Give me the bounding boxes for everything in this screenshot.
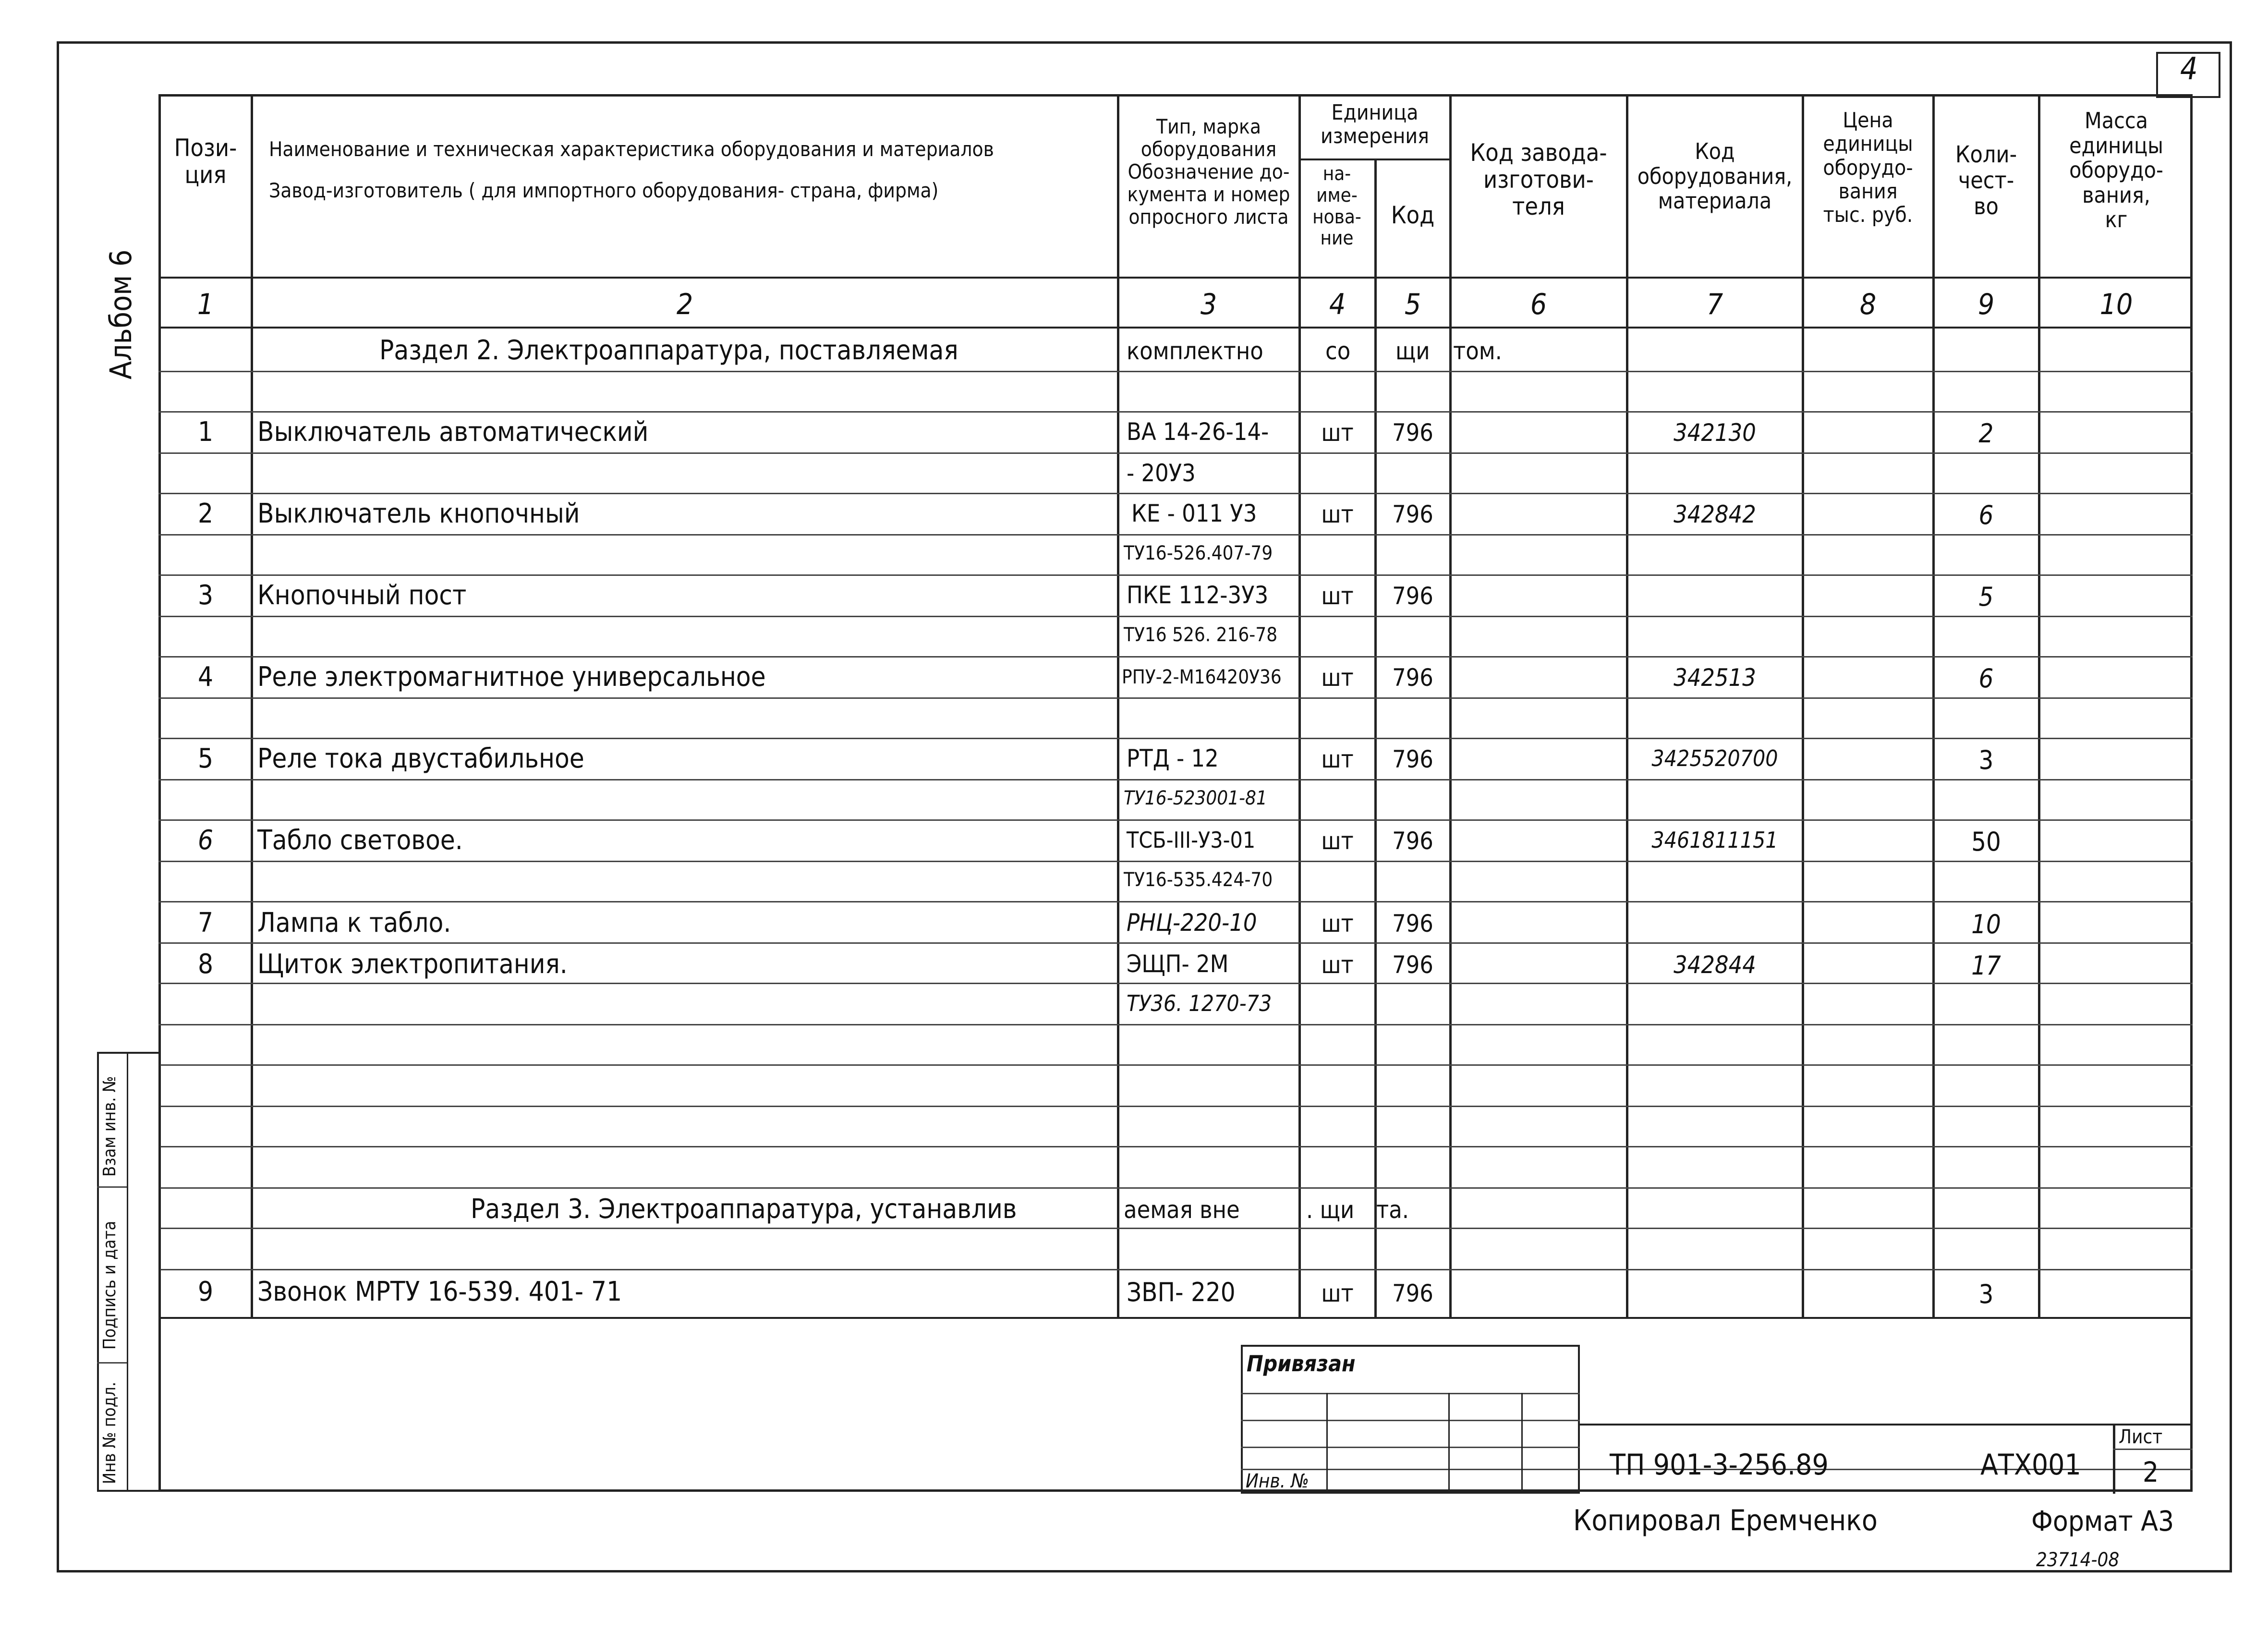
row-line [158,1269,2193,1270]
sheet-number-top: 4 [2180,51,2198,87]
row-quantity: 2 [1978,418,1994,449]
row-equipment-code: 3461811151 [1651,827,1778,853]
row-unit: шт [1321,910,1354,938]
strip-divider [127,1052,128,1492]
album-label: Альбом 6 [103,249,138,379]
unit-divider [1298,158,1449,160]
row-line [158,819,2193,821]
title-block-top [1580,1424,2193,1426]
row-line [158,1146,2193,1147]
section3-title: Раздел 3. Электроаппаратура, устанавлив [471,1194,1017,1225]
row-unit-code: 796 [1392,582,1433,610]
col-number: 4 [1329,288,1346,321]
header-unit-code: Код [1391,201,1435,229]
col-number: 5 [1404,288,1421,321]
row-unit-code: 796 [1392,827,1433,855]
col-number: 6 [1530,288,1547,321]
row-type: КЕ - 011 У3 [1131,500,1257,527]
row-unit-code: 796 [1392,951,1433,979]
row-type: ВА 14-26-14- [1127,418,1269,446]
header-unit: Единица измерения [1321,100,1429,149]
side-label-replace-inv: Взам инв. № [100,1076,120,1177]
row-position: 7 [197,907,214,938]
section2-title: Раздел 2. Электроаппаратура, поставляемая [379,335,958,366]
row-name: Реле тока двустабильное [257,743,584,774]
row-type-doc: ТУ16-523001-81 [1124,787,1267,809]
row-type-doc: ТУ16-535.424-70 [1124,869,1273,891]
row-line [158,1064,2193,1066]
document-number: ТП 901-3-256.89 [1610,1448,1829,1482]
privyazan-label: Привязан [1247,1351,1356,1377]
row-type: РТД - 12 [1127,744,1219,772]
row-unit: шт [1321,500,1354,528]
row-unit-code: 796 [1392,745,1433,773]
row-position: 1 [197,416,214,448]
row-position: 5 [197,743,214,774]
row-line [158,1228,2193,1229]
col-number: 3 [1200,288,1217,321]
row-line [158,697,2193,699]
section2-part-d: щи [1395,337,1430,365]
row-line [158,493,2193,494]
row-position: 4 [197,661,214,693]
row-type-doc: ТУ16-526.407-79 [1124,542,1273,564]
row-line [158,452,2193,454]
header-mass: Масса единицы оборудо- вания, кг [2069,108,2163,233]
strip-line [97,1362,127,1364]
row-quantity: 50 [1971,827,2001,857]
row-unit: шт [1321,951,1354,979]
row-type-doc: - 20У3 [1127,459,1196,487]
side-label-signature-date: Подпись и дата [100,1220,120,1350]
section2-part-e: том. [1453,337,1502,365]
row-type: ТСБ-III-У3-01 [1127,827,1256,853]
header-bottom [158,277,2193,279]
section2-part-c: со [1325,337,1351,365]
header-name-line1: Наименование и техническая характеристика оборудования и материалов [269,137,994,161]
row-equipment-code: 342130 [1674,419,1756,447]
row-unit: шт [1321,745,1354,773]
row-position: 2 [197,498,214,529]
header-name-line2: Завод-изготовитель ( для импортного оборудования- страна, фирма) [269,179,939,202]
col-number: 1 [197,288,214,321]
side-label-inv-original: Инв № подл. [100,1381,120,1484]
list-label: Лист [2119,1426,2163,1448]
col-number: 8 [1859,288,1877,321]
stamp-col [1448,1393,1450,1494]
row-name: Щиток электропитания. [257,949,568,980]
paper-format: Формат А3 [2031,1505,2174,1537]
inv-number-label: Инв. № [1246,1470,1309,1492]
header-equipment-code: Код оборудования, материала [1637,138,1793,214]
document-code: АТХ001 [1980,1448,2081,1482]
stamp-line [1241,1420,1580,1421]
row-line [158,983,2193,984]
row-type-doc: ТУ36. 1270-73 [1127,990,1272,1016]
stamp-line [1241,1393,1580,1394]
list-box-divider [2113,1424,2115,1494]
row-quantity: 6 [1978,663,1994,694]
list-box-line [2113,1449,2193,1450]
row-type: РПУ-2-М16420У36 [1122,666,1282,688]
row-position: 9 [197,1276,214,1307]
row-quantity: 3 [1978,1279,1994,1309]
row-unit: шт [1321,419,1354,447]
col-number: 9 [1977,288,1995,321]
header-position: Пози- ция [174,134,237,189]
col-number: 7 [1706,288,1723,321]
row-line [158,574,2193,576]
header-factory-code: Код завода- изготови- теля [1470,139,1607,220]
row-position: 3 [197,580,214,611]
row-line [158,1024,2193,1025]
row-type: ЗВП- 220 [1127,1277,1236,1307]
row-unit: шт [1321,664,1354,692]
row-name: Табло световое. [257,825,463,856]
row-line [158,656,2193,658]
section3-part-d: та. [1376,1196,1409,1224]
row-line [158,411,2193,413]
row-line [158,779,2193,780]
row-quantity: 5 [1978,582,1994,612]
row-line [158,534,2193,536]
row-name: Выключатель кнопочный [257,498,580,529]
row-unit: шт [1321,582,1354,610]
row-unit-code: 796 [1392,664,1433,692]
col-number: 10 [2099,288,2133,321]
stamp-line [1241,1447,1580,1448]
row-unit: шт [1321,1279,1354,1307]
archive-number: 23714-08 [2036,1549,2120,1571]
row-name: Звонок МРТУ 16-539. 401- 71 [257,1276,622,1307]
header-unit-name: на- име- нова- ние [1312,163,1361,250]
row-unit-code: 796 [1392,500,1433,528]
row-quantity: 3 [1978,745,1994,775]
copied-by: Копировал Еремченко [1573,1504,1878,1537]
row-unit-code: 796 [1392,419,1433,447]
row-unit-code: 796 [1392,910,1433,938]
col-number: 2 [676,288,693,321]
section3-part-b: аемая вне [1124,1196,1240,1224]
row-type: РНЦ-220-10 [1127,909,1257,937]
row-equipment-code: 342513 [1674,664,1756,692]
row-position: 8 [197,949,214,980]
table-body-bottom [158,1317,2193,1319]
stamp-col [1326,1393,1328,1494]
list-number: 2 [2143,1456,2159,1488]
row-line [158,942,2193,944]
numbers-bottom [158,327,2193,329]
row-name: Реле электромагнитное универсальное [257,661,766,693]
row-line [158,616,2193,617]
strip-line [97,1186,127,1188]
section3-part-c: . щи [1306,1196,1355,1224]
row-name: Выключатель автоматический [257,416,649,448]
row-type-doc: ТУ16 526. 216-78 [1124,624,1278,646]
row-position: 6 [197,825,214,856]
row-name: Лампа к табло. [257,907,451,938]
header-quantity: Коли- чест- во [1955,141,2017,220]
row-name: Кнопочный пост [257,580,467,611]
row-quantity: 10 [1971,909,2001,939]
row-quantity: 17 [1971,950,2001,981]
row-line [158,901,2193,902]
row-quantity: 6 [1978,500,1994,530]
row-type: ПКЕ 112-3У3 [1127,581,1269,609]
row-unit: шт [1321,827,1354,855]
row-unit-code: 796 [1392,1279,1433,1307]
row-equipment-code: 342842 [1674,500,1756,528]
row-line [158,861,2193,862]
stamp-col [1521,1393,1523,1494]
row-line [158,1106,2193,1107]
row-type: ЭЩП- 2М [1127,950,1229,978]
header-type: Тип, марка оборудования Обозначение до- кумента и номер опросного листа [1127,115,1290,229]
row-equipment-code: 3425520700 [1651,745,1778,771]
section2-part-b: комплектно [1127,337,1263,365]
row-equipment-code: 342844 [1674,951,1756,979]
row-line [158,1187,2193,1189]
header-price: Цена единицы оборудо- вания тыс. руб. [1823,108,1913,228]
row-line [158,371,2193,372]
row-line [158,738,2193,739]
